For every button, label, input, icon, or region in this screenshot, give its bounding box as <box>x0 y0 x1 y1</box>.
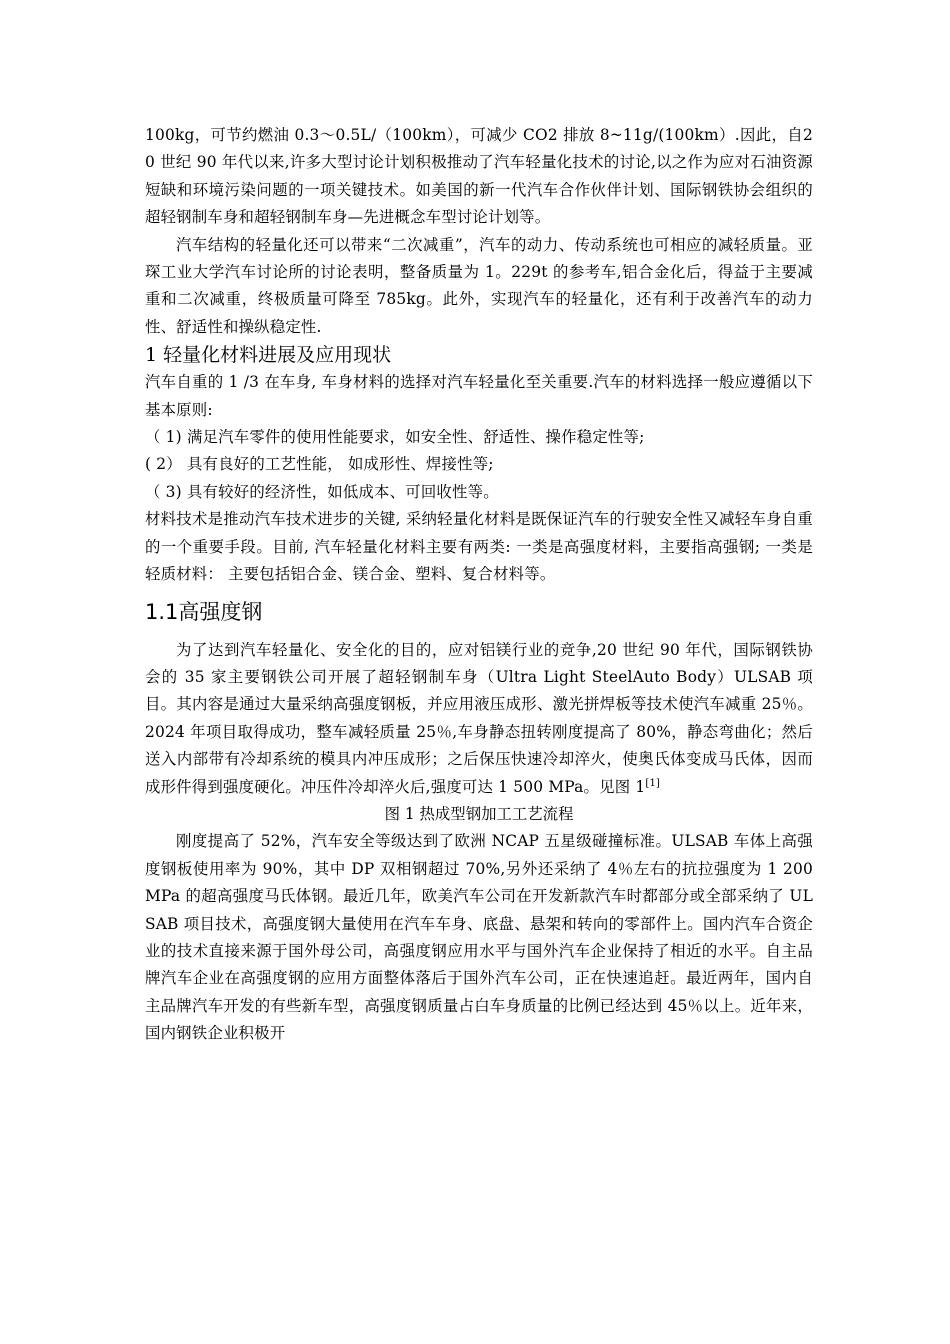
paragraph-stiffness: 刚度提高了 52%，汽车安全等级达到了欧洲 NCAP 五星级碰撞标准。ULSAB 车体上高强度钢板使用率为 90%，其中 DP 双相钢超过 70%,另外还采纳了 4％左右的抗拉强度为 1 200 MPa 的超高强度马氏体钢。最近几年，欧美汽车公司在开发新款汽车时都部分或全部采纳了 ULSAB 项目技术，高强度钢大量使用在汽车车身、底盘、悬架和转向的零部件上。国内汽车合资企业的技术直接来源于国外母公司，高强度钢应用水平与国外汽车企业保持了相近的水平。自主品牌汽车企业在高强度钢的应用方面整体落后于国外汽车公司，正在快速追赶。最近两年，国内自主品牌汽车开发的有些新车型，高强度钢质量占白车身质量的比例已经达到 45％以上。近年来，国内钢铁企业积极开 <box>145 832 813 1043</box>
section-heading-1: 1 轻量化材料进展及应用现状 <box>145 344 392 367</box>
principle-item-2: ( 2） 具有良好的工艺性能， 如成形性、焊接性等; <box>145 455 494 474</box>
paragraph-principles-intro: 汽车自重的 1 /3 在车身, 车身材料的选择对汽车轻量化至关重要.汽车的材料选择一般应遵循以下基本原则: <box>145 373 813 419</box>
figure-caption: 图 1 热成型钢加工工艺流程 <box>384 804 574 823</box>
section-heading-1-1: 1.1高强度钢 <box>145 599 263 624</box>
paragraph-intro-continued: 100kg，可节约燃油 0.3～0.5L/（100km），可减少 CO2 排放 8~11g/(100km）.因此，自20 世纪 90 年代以来,许多大型讨论计划积极推动了汽车轻量化技术的讨论,以之作为应对石油资源短缺和环境污染问题的一项关键技术。如美国的新一代汽车合作伙伴计划、国际钢铁协会组织的超轻钢制车身和超轻钢制车身—先进概念车型讨论计划等。 <box>145 126 813 227</box>
citation-marker: [1] <box>645 777 661 789</box>
paragraph-ulsab <box>145 637 813 801</box>
principle-item-3: （ 3) 具有较好的经济性，如低成本、可回收性等。 <box>145 482 499 501</box>
paragraph-materials: 材料技术是推动汽车技术进步的关键, 采纳轻量化材料是既保证汽车的行驶安全性又减轻车身自重的一个重要手段。目前, 汽车轻量化材料主要有两类: 一类是高强度材料，主要指高强钢; 一类是轻质材料： 主要包括铝合金、镁合金、塑料、复合材料等。 <box>145 510 813 584</box>
principle-item-1: （ 1) 满足汽车零件的使用性能要求，如安全性、舒适性、操作稳定性等; <box>145 428 645 447</box>
paragraph-secondary-reduction: 汽车结构的轻量化还可以带来“二次减重”，汽车的动力、传动系统也可相应的减轻质量。亚琛工业大学汽车讨论所的讨论表明，整备质量为 1。229t 的参考车,铝合金化后，得益于主要减重和二次减重，终极质量可降至 785kg。此外，实现汽车的轻量化，还有利于改善汽车的动力性、舒适性和操纵稳定性. <box>145 235 813 336</box>
document-page <box>145 122 813 1048</box>
paragraph-ulsab-text: 为了达到汽车轻量化、安全化的目的，应对铝镁行业的竞争,20 世纪 90 年代，国际钢铁协会的 35 家主要钢铁公司开展了超轻钢制车身（Ultra Light SteelAuto Body）ULSAB 项目。其内容是通过大量采纳高强度钢板，并应用液压成形、激光拼焊板等技术使汽车减重 25％。2024 年项目取得成功，整车减轻质量 25％,车身静态扭转刚度提高了 80%，静态弯曲化；然后送入内部带有冷却系统的模具内冲压成形；之后保压快速冷却淬火，使奥氏体变成马氏体，因而成形件得到强度硬化。冲压件冷却淬火后,强度可达 1 500 MPa。见图 1 <box>145 640 813 796</box>
